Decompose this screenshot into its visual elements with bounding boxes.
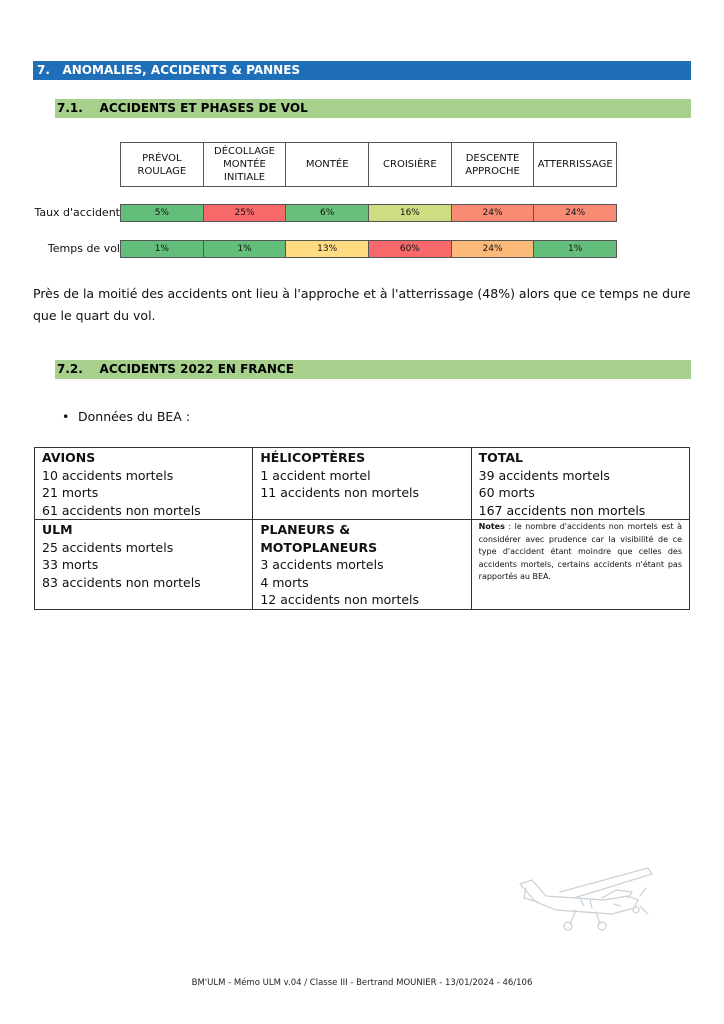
rate-cell: 24% (533, 205, 616, 221)
flight-time-row (120, 240, 617, 258)
notes-body: : le nombre d'accidents non mortels est à considérer avec prudence car la visibilité de ce type d'accident étant moindre que celles des accidents mortels, certains accidents n'étant pas rapportés au BEA. (478, 522, 682, 581)
section-title: ANOMALIES, ACCIDENTS & PANNES (62, 63, 301, 77)
cell-line: 61 accidents non mortels (42, 502, 201, 518)
bullet-item (62, 409, 190, 424)
rate-cell: 25% (203, 205, 286, 221)
flight-phase-header (120, 142, 617, 187)
total-cell (471, 448, 689, 520)
row-label-flight-time: Temps de vol (47, 242, 120, 255)
phase-label: DÉCOLLAGE (214, 146, 275, 157)
notes-text (479, 521, 682, 584)
subsection-title: ACCIDENTS ET PHASES DE VOL (99, 101, 308, 115)
cell-line: 167 accidents non mortels (478, 502, 646, 518)
subsection-heading-1 (55, 99, 691, 118)
phase-cell (451, 143, 534, 186)
cell-title: ULM (42, 522, 73, 537)
time-cell: 24% (451, 241, 534, 257)
subsection-number: 7.2. (57, 362, 83, 376)
phase-cell (285, 143, 368, 186)
cell-line: 10 accidents mortels (42, 467, 174, 483)
time-cell: 1% (533, 241, 616, 257)
phase-label: MONTÉE (223, 159, 266, 170)
phase-cell (121, 143, 203, 186)
rate-cell: 5% (121, 205, 203, 221)
cell-line: 83 accidents non mortels (42, 574, 201, 590)
cell-line: 12 accidents non mortels (260, 592, 420, 607)
cell-line: 4 morts (260, 574, 309, 590)
row-label-accident-rate: Taux d'accident (34, 206, 120, 219)
rate-cell: 24% (451, 205, 534, 221)
cell-title: HÉLICOPTÈRES (260, 450, 366, 465)
accident-rate-row (120, 204, 617, 222)
subsection-title: ACCIDENTS 2022 EN FRANCE (99, 362, 294, 376)
notes-cell (471, 520, 689, 610)
cell-line: 21 morts (42, 485, 99, 500)
cell-line: 11 accidents non mortels (260, 485, 420, 500)
subsection-number: 7.1. (57, 101, 83, 115)
phase-label: DESCENTE (465, 152, 520, 164)
summary-paragraph: Près de la moitié des accidents ont lieu à l'approche et à l'atterrissage (48%) alors que ce temps ne dure que le quart du vol. (33, 286, 691, 323)
cell-title: PLANEURS & MOTOPLANEURS (260, 522, 378, 555)
phase-label: PRÉVOL (142, 152, 182, 164)
helicopteres-cell (253, 448, 471, 520)
phase-label: ATTERRISSAGE (537, 159, 613, 170)
phase-cell (203, 143, 286, 186)
phase-cell (368, 143, 451, 186)
phase-label: INITIALE (223, 172, 266, 183)
ulm-airplane-icon (516, 862, 656, 934)
cell-line: 25 accidents mortels (42, 539, 174, 555)
time-cell: 1% (203, 241, 286, 257)
phase-cell (533, 143, 616, 186)
time-cell: 60% (368, 241, 451, 257)
time-cell: 13% (285, 241, 368, 257)
phase-label: APPROCHE (465, 165, 520, 177)
cell-line: 3 accidents mortels (260, 557, 384, 572)
ulm-cell (35, 520, 253, 610)
planeurs-cell (253, 520, 471, 610)
bullet-icon: • (62, 409, 70, 424)
phase-label: MONTÉE (305, 159, 349, 170)
cell-title: TOTAL (478, 450, 524, 465)
phase-label: CROISIÈRE (383, 159, 437, 170)
section-heading (33, 61, 691, 80)
cell-line: 60 morts (478, 485, 535, 500)
rate-cell: 6% (285, 205, 368, 221)
rate-cell: 16% (368, 205, 451, 221)
cell-line: 33 morts (42, 557, 99, 572)
bullet-text: Données du BEA : (78, 409, 191, 424)
bea-accidents-table (34, 447, 690, 610)
cell-line: 1 accident mortel (260, 467, 371, 483)
notes-label: Notes (478, 522, 505, 531)
cell-title: AVIONS (42, 450, 96, 465)
avions-cell (35, 448, 253, 520)
time-cell: 1% (121, 241, 203, 257)
phase-label: ROULAGE (137, 165, 187, 177)
page-footer: BM'ULM - Mémo ULM v.04 / Classe III - Bertrand MOUNIER - 13/01/2024 - 46/106 (191, 978, 533, 988)
section-number: 7. (37, 63, 50, 77)
subsection-heading-2 (55, 360, 691, 379)
cell-line: 39 accidents mortels (478, 467, 610, 483)
